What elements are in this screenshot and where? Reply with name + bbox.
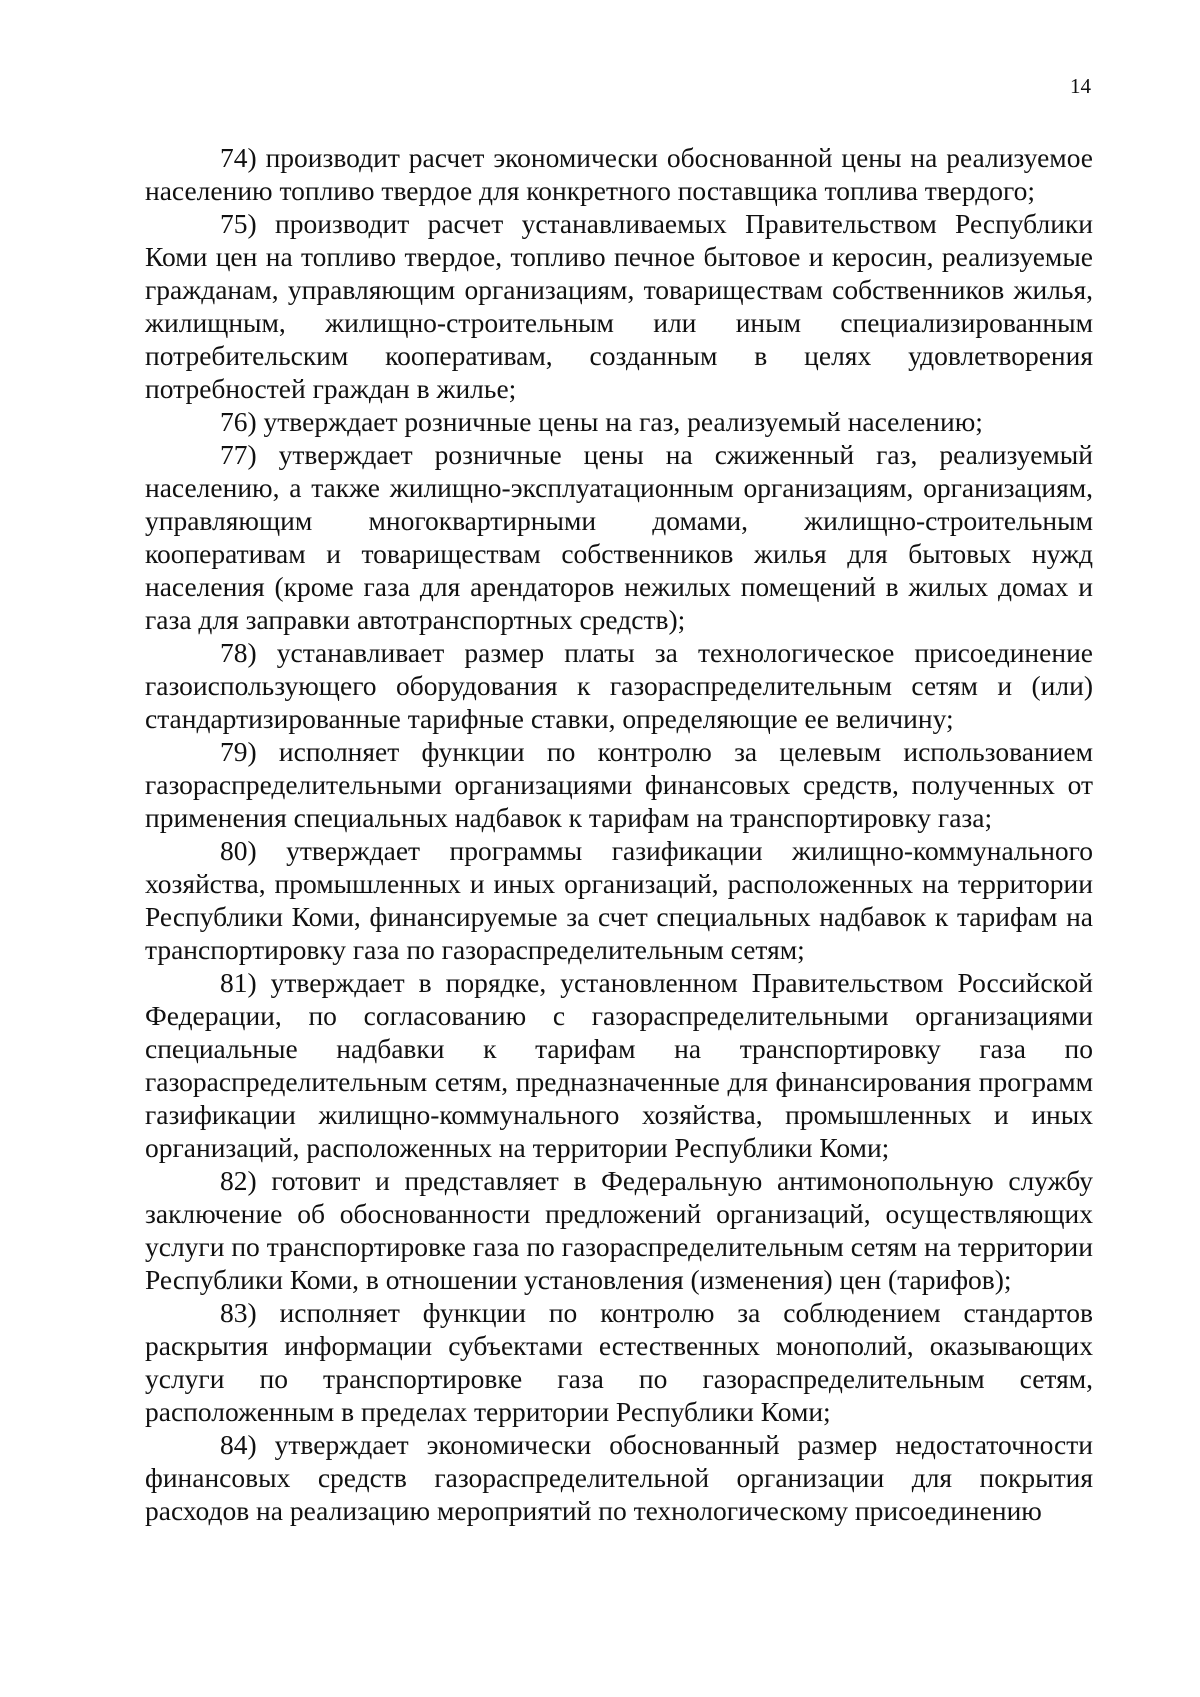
paragraph-item-84: 84) утверждает экономически обоснованный размер недостаточности финансовых средств газораспределительной организации для покрытия расходов на реализацию мероприятий по технологическому присоединению (145, 1429, 1093, 1526)
paragraph-item-83: 83) исполняет функции по контролю за соблюдением стандартов раскрытия информации субъектами естественных монополий, оказывающих услуги по транспортировке газа по газораспределительным сетям, расположенным в пределах территории Республики Коми; (145, 1297, 1093, 1427)
paragraph-item-75: 75) производит расчет устанавливаемых Правительством Республики Коми цен на топливо твердое, топливо печное бытовое и керосин, реализуемые гражданам, управляющим организациям, товариществам собственников жилья, жилищным, жилищно-строительным или иным специализированным потребительским кооперативам, созданным в целях удовлетворения потребностей граждан в жилье; (145, 208, 1093, 404)
paragraph-item-80: 80) утверждает программы газификации жилищно-коммунального хозяйства, промышленных и иных организаций, расположенных на территории Республики Коми, финансируемые за счет специальных надбавок к тарифам на транспортировку газа по газораспределительным сетям; (145, 835, 1093, 965)
paragraph-item-77: 77) утверждает розничные цены на сжиженный газ, реализуемый населению, а также жилищно-эксплуатационным организациям, организациям, управляющим многоквартирными домами, жилищно-строительным кооперативам и товариществам собственников жилья для бытовых нужд населения (кроме газа для арендаторов нежилых помещений в жилых домах и газа для заправки автотранспортных средств); (145, 439, 1093, 635)
paragraph-item-74: 74) производит расчет экономически обоснованной цены на реализуемое населению топливо твердое для конкретного поставщика топлива твердого; (145, 142, 1093, 206)
document-body (145, 141, 1093, 1527)
paragraph-item-82: 82) готовит и представляет в Федеральную антимонопольную службу заключение об обоснованности предложений организаций, осуществляющих услуги по транспортировке газа по газораспределительным сетям на территории Республики Коми, в отношении установления (изменения) цен (тарифов); (145, 1165, 1093, 1295)
page-number: 14 (1070, 74, 1091, 98)
paragraph-item-76: 76) утверждает розничные цены на газ, реализуемый населению; (220, 406, 983, 437)
paragraph-item-81: 81) утверждает в порядке, установленном Правительством Российской Федерации, по согласованию с газораспределительными организациями специальные надбавки к тарифам на транспортировку газа по газораспределительным сетям, предназначенные для финансирования программ газификации жилищно-коммунального хозяйства, промышленных и иных организаций, расположенных на территории Республики Коми; (145, 967, 1093, 1163)
paragraph-item-78: 78) устанавливает размер платы за технологическое присоединение газоиспользующего оборудования к газораспределительным сетям и (или) стандартизированные тарифные ставки, определяющие ее величину; (145, 637, 1093, 734)
paragraph-item-79: 79) исполняет функции по контролю за целевым использованием газораспределительными организациями финансовых средств, полученных от применения специальных надбавок к тарифам на транспортировку газа; (145, 736, 1093, 833)
